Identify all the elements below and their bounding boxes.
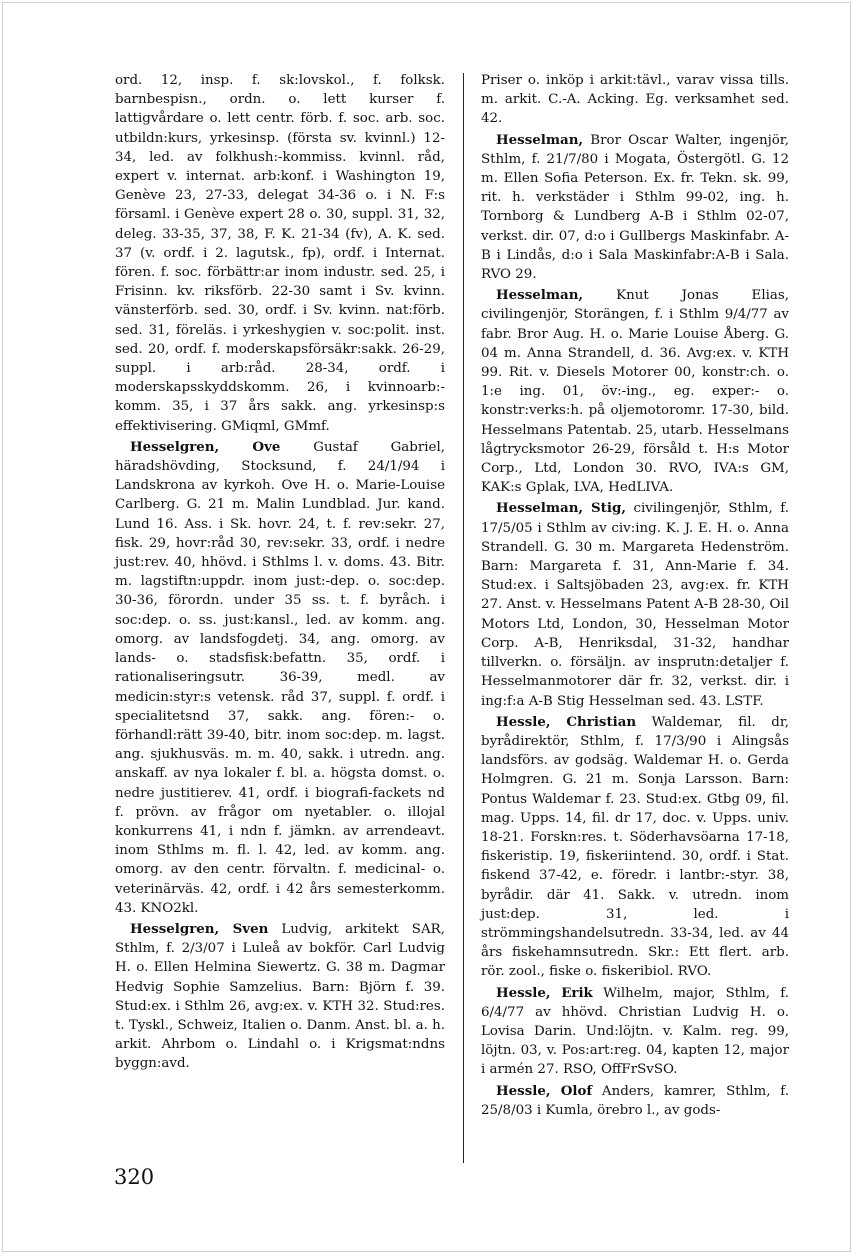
entry-hesselgren-ove (115, 438, 445, 918)
entry-hesselman-stig (481, 499, 789, 710)
entry-name: Hessle, Christian (496, 713, 637, 730)
entry-name: Hesselgren, Sven (130, 920, 269, 937)
entry-hesselman-jonas (481, 286, 789, 497)
left-column (115, 71, 445, 1074)
entry-name: Hesselgren, Ove (130, 438, 281, 455)
entry-text: Anders, kamrer, Sthlm, f. 25/8/03 i Kumla, örebro l., av gods- (481, 1083, 789, 1118)
entry-text: Wilhelm, major, Sthlm, f. 6/4/77 av hhövd. Christian Ludvig H. o. Lovisa Darin. Und:löjtn. v. Kalm. reg. 99, löjtn. 03, v. Pos:art:reg. 04, kapten 12, major i armén 27. RSO, OffFrSvSO. (481, 985, 790, 1078)
entry-hessle-christian (481, 713, 789, 982)
entry-text: civilingenjör, Sthlm, f. 17/5/05 i Sthlm av civ:ing. K. J. E. H. o. Anna Strandell. G. 30 m. Margareta Hedenström. Barn: Margareta f. 31, Ann-Marie f. 34. Stud:ex. i Saltsjöbaden 23, avg:ex. fr. KTH 27. Anst. v. Hesselmans Patent A-B 28-30, Oil Motors Ltd, London, 30, Hesselman Motor Corp. A-B, Henriksdal, 31-32, handhar tillverkn. o. försäljn. av insprutn:detaljer f. Hesselmanmotorer där fr. 32, verkst. dir. i ing:f:a A-B Stig Hesselman sed. 43. LSTF. (481, 501, 789, 709)
entry-name: Hessle, Erik (496, 984, 593, 1001)
entry-text: Gustaf Gabriel, häradshövding, Stocksund, f. 24/1/94 i Landskrona av kyrkoh. Ove H. o. Marie-Louise Carlberg. G. 21 m. Malin Lundblad. Jur. kand. Lund 16. Ass. i Sk. hovr. 24, t. f. rev:sekr. 27, fisk. 29, hovr:råd 30, rev:sekr. 33, ordf. i nedre just:rev. 40, hhövd. i Sthlms l. v. doms. 43. Bitr. m. lagstiftn:uppdr. inom just:-dep. o. soc:dep. 30-36, förordn. under 35 ss. t. f. byråch. i soc:dep. o. ss. just:kansl., led. av komm. ang. omorg. av landsfogdetj. 34, ang. omorg. av lands- o. stadsfisk:befattn. 35, ordf. i rationaliseringsutr. 36-39, medl. av medicin:styr:s vetensk. råd 37, suppl. f. ordf. i specialitetsnd 37, sakk. ang. fören:- o. förhandl:rätt 39-40, bitr. inom soc:dep. m. lagst. ang. sjukhusväs. m. m. 40, sakk. i utredn. ang. anskaff. av nya lokaler f. bl. a. högsta domst. o. nedre justitierev. 41, ordf. i biografi-fackets nd f. prövn. av frågor om nyetabler. o. illojal konkurrens 41, i ndn f. jämkn. av arrendeavt. inom Sthlms m. fl. l. 42, led. av komm. ang. omorg. av den centr. förvaltn. f. medicinal- o. veterinärväs. 42, ordf. i 42 års semesterkomm. 43. KNO2kl. (115, 439, 445, 916)
entry-text: Waldemar, fil. dr, byrådirektör, Sthlm, f. 17/3/90 i Alingsås landsförs. av godsäg. Waldemar H. o. Gerda Holmgren. G. 21 m. Sonja Larsson. Barn: Pontus Waldemar f. 23. Stud:ex. Gtbg 09, fil. mag. Upps. 14, fil. dr 17, doc. v. Upps. univ. 18-21. Forskn:res. t. Söderhavsöarna 17-18, fiskeristip. 19, fiskeriintend. 30, ordf. i Stat. fiskend 37-42, e. föredr. i lantbr:-styr. 38, byrådir. där 41. Sakk. v. utredn. inom just:dep. 31, led. i strömmingshandelsutredn. 33-34, led. av 44 års fiskehamnsutredn. Skr.: Ett flert. arb. rör. zool., fiske o. fiskeribiol. RVO. (481, 714, 790, 980)
entry-name: Hesselman, (496, 287, 584, 304)
entry-text: Priser o. inköp i arkit:tävl., varav vissa tills. m. arkit. C.-A. Acking. Eg. verksamhet sed. 42. (481, 73, 789, 127)
entry-text: Knut Jonas Elias, civilingenjör, Storängen, f. i Sthlm 9/4/77 av fabr. Bror Aug. H. o. Marie Louise Åberg. G. 04 m. Anna Strandell, d. 36. Avg:ex. v. KTH 99. Rit. v. Diesels Motorer 00, konstr:ch. o. 1:e ing. 01, öv:-ing., eg. exper:- o. konstr:verks:h. på oljemotoromr. 17-30, bild. Hesselmans Patentab. 25, utarb. Hesselmans lågtrycksmotor 26-29, försåld t. H:s Motor Corp., Ltd, London 30. RVO, IVA:s GM, KAK:s Gplak, LVA, HedLIVA. (481, 288, 789, 496)
entry-continuation (481, 71, 789, 129)
entry-continuation (115, 71, 445, 436)
column-divider (463, 73, 464, 1163)
entry-hessle-erik (481, 984, 789, 1080)
entry-name: Hesselman, Stig, (496, 500, 626, 517)
entry-text: Ludvig, arkitekt SAR, Sthlm, f. 2/3/07 i Luleå av bokför. Carl Ludvig H. o. Ellen Helmina Siewertz. G. 38 m. Dagmar Hedvig Sophie Samzelius. Barn: Björn f. 39. Stud:ex. i Sthlm 26, avg:ex. v. KTH 32. Stud:res. t. Tyskl., Schweiz, Italien o. Danm. Anst. bl. a. h. arkit. Ahrbom o. Lindahl o. i Krigsmat:ndns byggn:avd. (115, 921, 445, 1072)
entry-text: ord. 12, insp. f. sk:lovskol., f. folksk. barnbespisn., ordn. o. lett kurser f. lattigvårdare o. lett centr. förb. f. soc. arb. soc. utbildn:kurs, yrkesinsp. (första sv. kvinnl.) 12-34, led. av folkhush:-kommiss. kvinnl. råd, expert v. internat. arb:konf. i Washington 19, Genève 23, 27-33, delegat 34-36 o. i N. F:s församl. i Genève expert 28 o. 30, suppl. 31, 32, deleg. 33-35, 37, 38, F. K. 21-34 (fv), A. K. sed. 37 (v. ordf. i 2. lagutsk., fp), ordf. i Internat. fören. f. soc. förbättr:ar inom industr. sed. 25, i Frisinn. kv. riksförb. 22-30 samt i Sv. kvinn. vänsterförb. sed. 30, ordf. i Sv. kvinn. nat:förb. sed. 31, föreläs. i yrkeshygien v. soc:polit. inst. sed. 20, ordf. f. moderskapsförsäkr:sakk. 26-29, suppl. i arb:råd. 28-34, ordf. i moderskapsskyddskomm. 26, i kvinnoarb:-komm. 35, i 37 års sakk. ang. yrkesinsp:s effektivisering. GMiqml, GMmf. (115, 73, 445, 434)
entry-name: Hessle, Olof (496, 1082, 593, 1099)
page-number: 320 (114, 1165, 155, 1189)
entry-text: Bror Oscar Walter, ingenjör, Sthlm, f. 21/7/80 i Mogata, Östergötl. G. 12 m. Ellen Sofia Peterson. Ex. fr. Tekn. sk. 99, rit. h. verkstäder i Sthlm 99-02, ing. h. Tornborg & Lundberg A-B i Sthlm 02-07, verkst. dir. 07, d:o i Gullbergs Maskinfabr. A-B i Lindås, d:o i Sala Maskinfabr:A-B i Sala. RVO 29. (481, 132, 789, 283)
entry-name: Hesselman, (496, 131, 584, 148)
entry-hesselgren-sven (115, 920, 445, 1074)
entry-hesselman-walter (481, 131, 789, 285)
entry-hessle-olof (481, 1082, 789, 1120)
right-column (481, 71, 789, 1120)
